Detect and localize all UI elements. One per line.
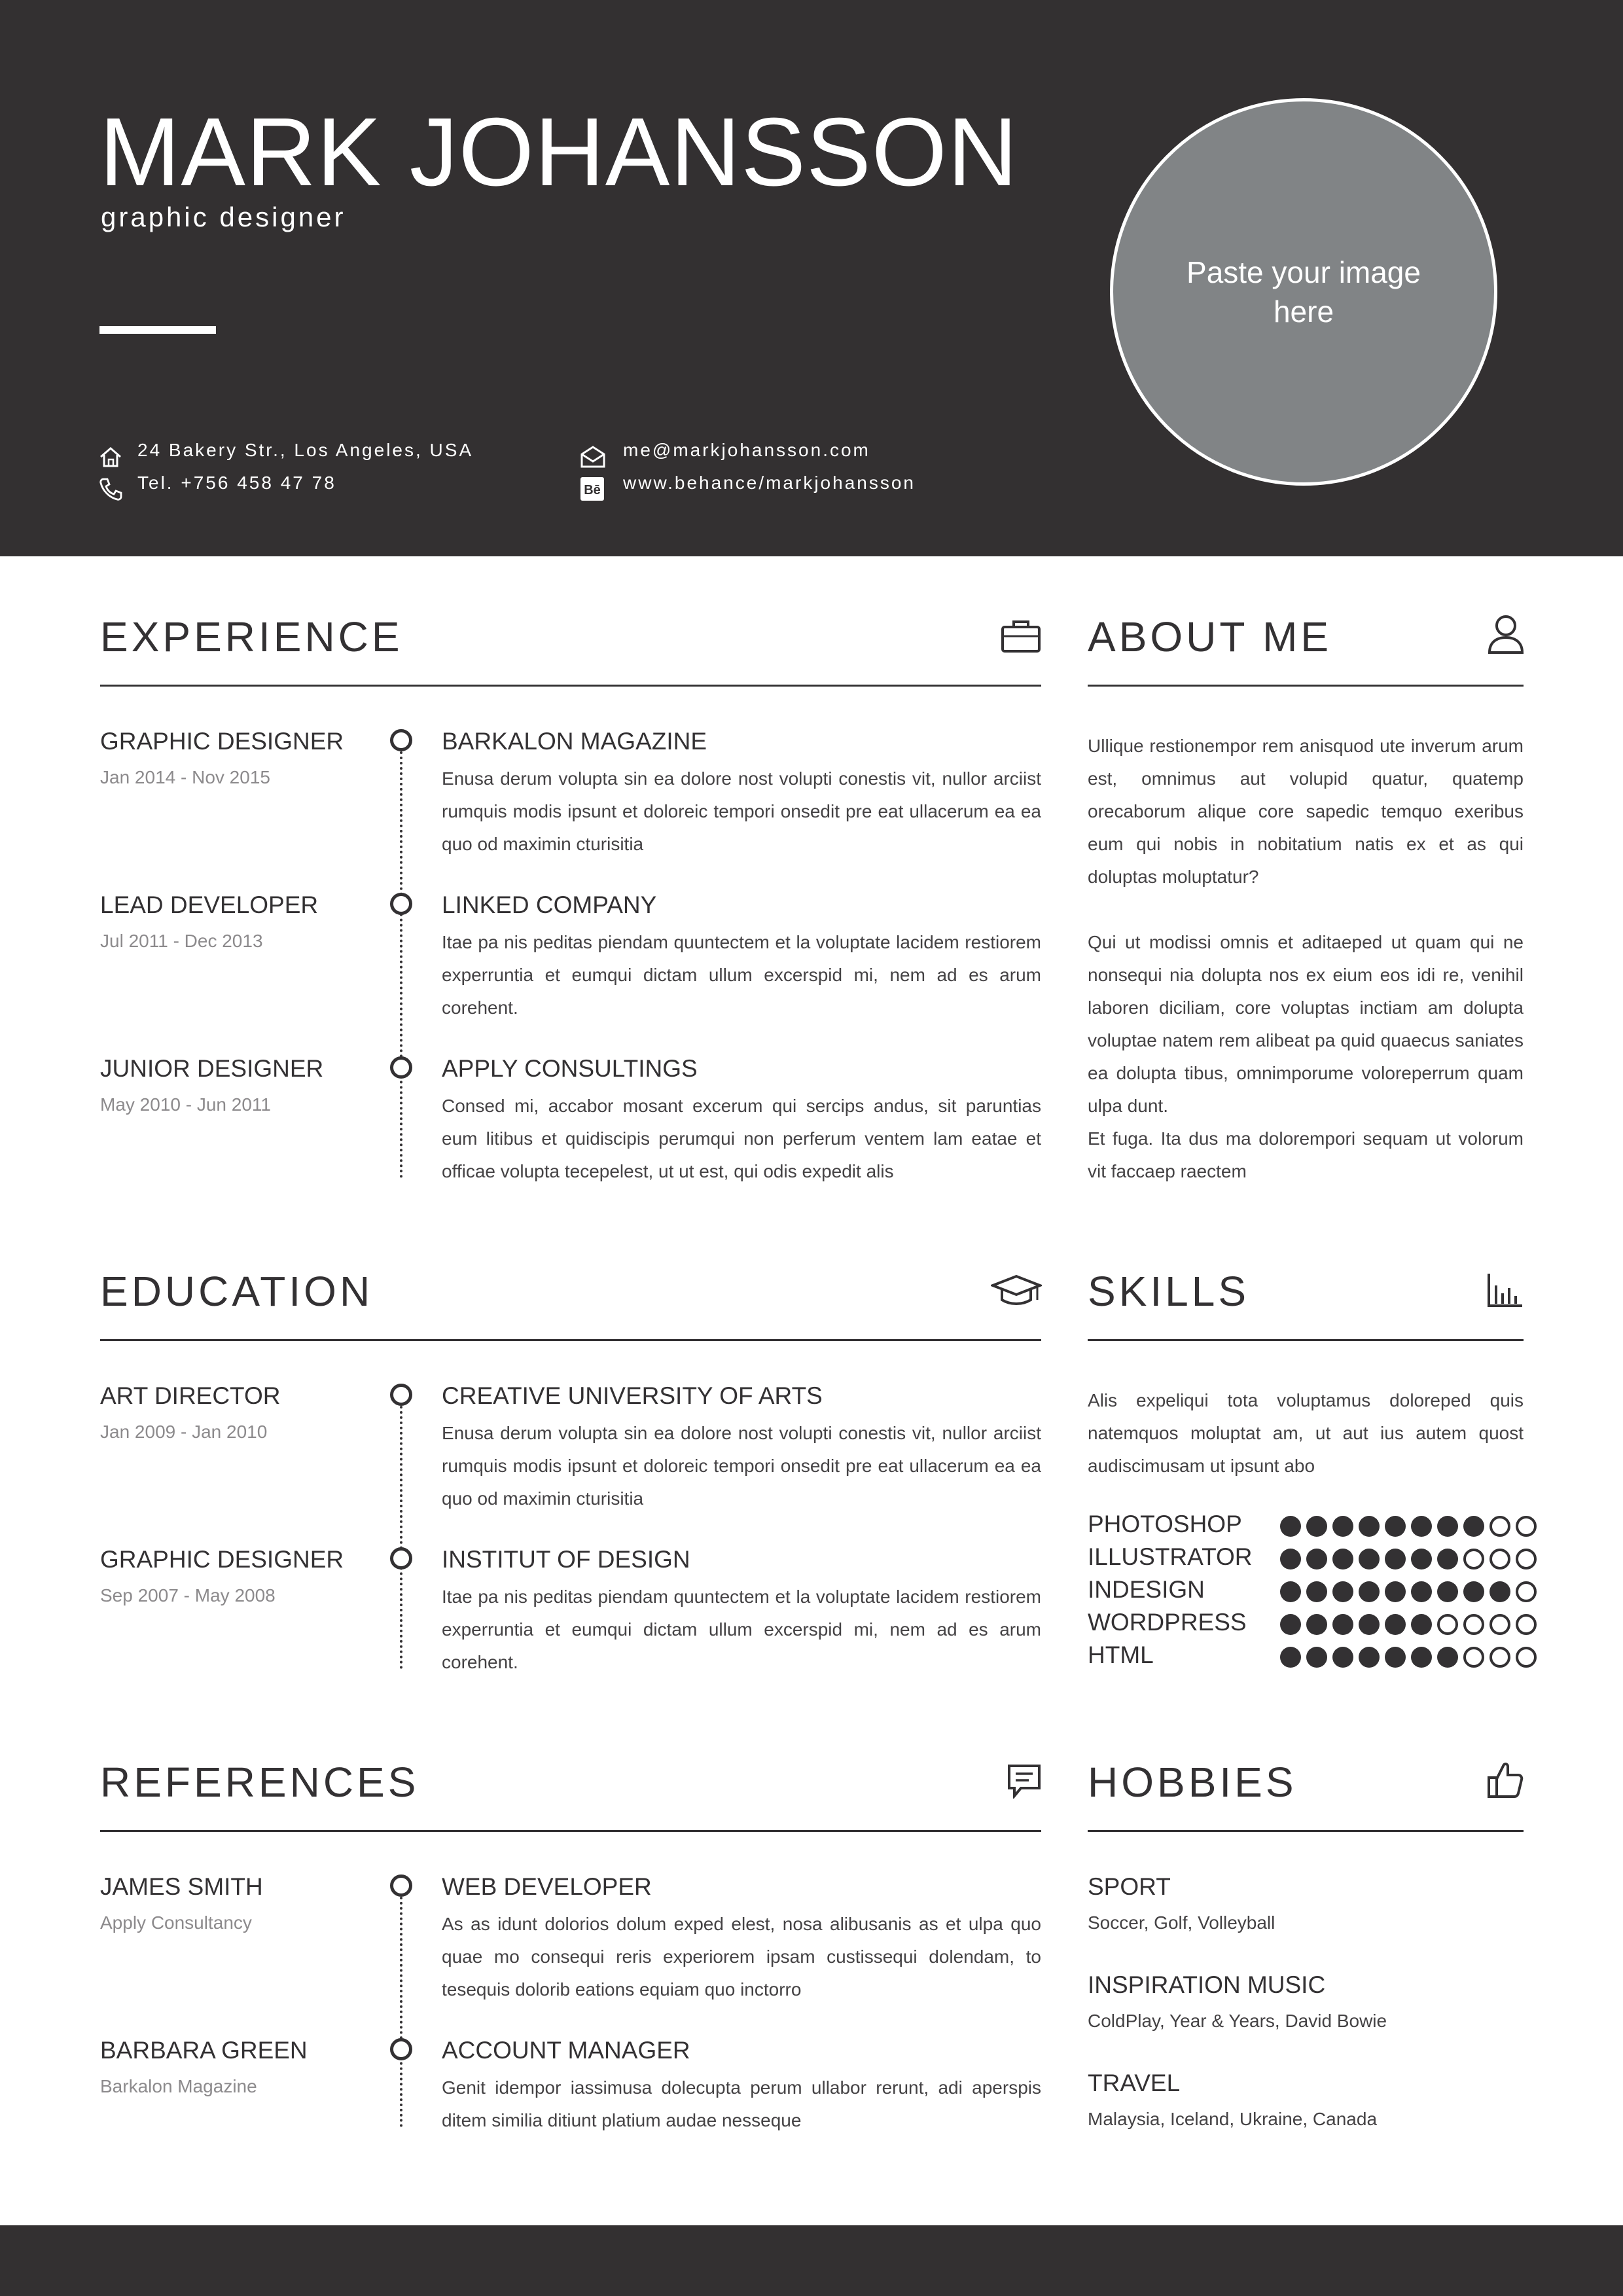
education-dates-1: Jan 2009 - Jan 2010 <box>100 1422 268 1442</box>
education-org-2: INSTITUT OF DESIGN <box>442 1546 690 1573</box>
reference-desc-2: Genit idempor iassimusa dolecupta perum ullabor rerunt, adi aperspis ditem similia ditiunt platium audae nesseque <box>442 2077 1041 2130</box>
rating-dot-filled <box>1437 1581 1458 1602</box>
rating-dot-filled <box>1332 1647 1353 1668</box>
timeline-marker <box>390 1384 412 1406</box>
experience-role-2: LEAD DEVELOPER <box>100 891 319 918</box>
skill-name: INDESIGN <box>1088 1576 1205 1603</box>
rating-dot-filled <box>1437 1647 1458 1668</box>
rating-dot-filled <box>1411 1614 1432 1635</box>
chat-icon <box>1007 1763 1042 1799</box>
rating-dot-filled <box>1463 1516 1484 1537</box>
phone-icon <box>98 476 123 501</box>
rating-dot-filled <box>1359 1647 1380 1668</box>
education-desc-1: Enusa derum volupta sin ea dolore nost volupti conestis vit, nullor arciist rumquis modis ipsunt et doloreic tempori onsedit pre eat ullacerum ea ea quo od maximin cturisitia <box>442 1423 1041 1509</box>
bar-chart-icon <box>1487 1272 1524 1308</box>
about-paragraph-3: Et fuga. Ita dus ma dolorempori sequam ut volorum vit faccaep raectem <box>1088 1128 1524 1181</box>
rating-dot-filled <box>1332 1581 1353 1602</box>
reference-name-2: BARBARA GREEN <box>100 2037 308 2064</box>
rating-dot-filled <box>1411 1516 1432 1537</box>
home-icon <box>98 445 123 469</box>
hobby-desc-2: ColdPlay, Year & Years, David Bowie <box>1088 2011 1387 2031</box>
rating-dot-filled <box>1280 1647 1301 1668</box>
hobbies-divider <box>1088 1830 1524 1832</box>
user-icon <box>1487 614 1525 655</box>
rating-dot-filled <box>1385 1549 1406 1570</box>
experience-desc-2: Itae pa nis peditas piendam quuntectem et la voluptate lacidem restiorem experruntia et eumqui dictam ullum excerspid mi, nem ad es arum corehent. <box>442 932 1041 1018</box>
experience-timeline <box>400 751 402 1178</box>
rating-dot-empty <box>1489 1614 1510 1635</box>
skill-name: ILLUSTRATOR <box>1088 1543 1253 1570</box>
experience-dates-2: Jul 2011 - Dec 2013 <box>100 931 263 951</box>
rating-dot-empty <box>1463 1549 1484 1570</box>
skill-rating <box>1280 1516 1537 1537</box>
rating-dot-filled <box>1280 1516 1301 1537</box>
skill-name: HTML <box>1088 1641 1154 1668</box>
email-link[interactable]: me@markjohansson.com <box>623 440 870 460</box>
timeline-marker <box>390 1056 412 1079</box>
education-org-1: CREATIVE UNIVERSITY OF ARTS <box>442 1382 823 1409</box>
reference-name-1: JAMES SMITH <box>100 1873 263 1900</box>
rating-dot-filled <box>1385 1516 1406 1537</box>
svg-text:Bē: Bē <box>584 483 601 497</box>
phone-text[interactable]: Tel. +756 458 47 78 <box>137 473 336 493</box>
experience-desc-3: Consed mi, accabor mosant excerum qui sercips andus, sit paruntias eum litibus et quidiscipis perumqui non perferum ventem lam eatae et officae volupta tecepelest, ut ut est, qui odis expedit alis <box>442 1096 1041 1181</box>
reference-role-1: WEB DEVELOPER <box>442 1873 652 1900</box>
rating-dot-filled <box>1280 1581 1301 1602</box>
skills-divider <box>1088 1339 1524 1341</box>
rating-dot-empty <box>1489 1516 1510 1537</box>
hobby-title-3: TRAVEL <box>1088 2070 1181 2096</box>
rating-dot-filled <box>1306 1647 1327 1668</box>
rating-dot-filled <box>1280 1614 1301 1635</box>
thumbs-up-icon <box>1487 1761 1524 1799</box>
rating-dot-filled <box>1385 1647 1406 1668</box>
hobby-desc-3: Malaysia, Iceland, Ukraine, Canada <box>1088 2109 1378 2129</box>
experience-org-3: APPLY CONSULTINGS <box>442 1055 698 1082</box>
skill-rating <box>1280 1647 1537 1668</box>
rating-dot-filled <box>1306 1614 1327 1635</box>
rating-dot-filled <box>1280 1549 1301 1570</box>
rating-dot-filled <box>1463 1581 1484 1602</box>
skill-rating <box>1280 1581 1537 1602</box>
rating-dot-filled <box>1437 1549 1458 1570</box>
rating-dot-filled <box>1411 1581 1432 1602</box>
rating-dot-empty <box>1463 1614 1484 1635</box>
rating-dot-empty <box>1516 1581 1537 1602</box>
rating-dot-filled <box>1385 1614 1406 1635</box>
reference-role-2: ACCOUNT MANAGER <box>442 2037 690 2064</box>
hobbies-heading: HOBBIES <box>1088 1759 1297 1806</box>
timeline-marker <box>390 893 412 915</box>
candidate-name: MARK JOHANSSON <box>99 98 1018 206</box>
rating-dot-filled <box>1306 1581 1327 1602</box>
rating-dot-empty <box>1437 1614 1458 1635</box>
skills-heading: SKILLS <box>1088 1268 1250 1315</box>
rating-dot-filled <box>1359 1549 1380 1570</box>
skill-name: WORDPRESS <box>1088 1609 1247 1636</box>
references-heading: REFERENCES <box>100 1759 419 1806</box>
skill-rating <box>1280 1614 1537 1635</box>
header-divider <box>99 326 216 334</box>
rating-dot-filled <box>1411 1549 1432 1570</box>
rating-dot-filled <box>1385 1581 1406 1602</box>
education-role-1: ART DIRECTOR <box>100 1382 281 1409</box>
hobby-title-2: INSPIRATION MUSIC <box>1088 1971 1326 1998</box>
skill-name: PHOTOSHOP <box>1088 1511 1242 1537</box>
rating-dot-empty <box>1489 1549 1510 1570</box>
rating-dot-filled <box>1359 1516 1380 1537</box>
references-divider <box>100 1830 1041 1832</box>
candidate-role: graphic designer <box>101 202 346 232</box>
graduation-cap-icon <box>991 1274 1042 1309</box>
experience-org-2: LINKED COMPANY <box>442 891 657 918</box>
experience-divider <box>100 685 1041 687</box>
rating-dot-filled <box>1332 1516 1353 1537</box>
rating-dot-filled <box>1306 1516 1327 1537</box>
hobby-title-1: SPORT <box>1088 1873 1171 1900</box>
briefcase-icon <box>1001 618 1041 653</box>
about-paragraph-2: Qui ut modissi omnis et aditaeped ut quam qui ne nonsequi nia dolupta nos ex eium eos idi re, venihil laboren diciliam, core voluptas inctiam am dolupta voluptae natem rem alibeat pa quid quaecus saniates ea dolupta tibus, omnimporume voloreperrum quam ulpa dunt. <box>1088 932 1524 1116</box>
education-heading: EDUCATION <box>100 1268 374 1315</box>
rating-dot-empty <box>1463 1647 1484 1668</box>
experience-org-1: BARKALON MAGAZINE <box>442 728 707 755</box>
rating-dot-filled <box>1332 1549 1353 1570</box>
mail-icon <box>580 445 606 469</box>
rating-dot-filled <box>1359 1614 1380 1635</box>
experience-role-3: JUNIOR DESIGNER <box>100 1055 324 1082</box>
about-paragraph-1: Ullique restionempor rem anisquod ute inverum arum est, omnimus aut volupid quatur, quatemp orecaborum alique core sapedic temquo exeribus eum qui nobis in nobitatium natis ex et as qui doluptas moluptatur? <box>1088 736 1524 887</box>
hobby-desc-1: Soccer, Golf, Volleyball <box>1088 1912 1275 1933</box>
experience-role-1: GRAPHIC DESIGNER <box>100 728 344 755</box>
rating-dot-filled <box>1359 1581 1380 1602</box>
reference-desc-1: As as idunt dolorios dolum exped elest, nosa alibusanis as et ulpa quo quae mo consequi reris experiorem ipsam custissequi dolendam, to tesequis dolorib eations equiam quo inctorro <box>442 1914 1041 2000</box>
education-dates-2: Sep 2007 - May 2008 <box>100 1585 276 1605</box>
address-text: 24 Bakery Str., Los Angeles, USA <box>137 440 474 460</box>
behance-icon <box>580 476 605 501</box>
rating-dot-filled <box>1332 1614 1353 1635</box>
skills-intro: Alis expeliqui tota voluptamus doloreped quis natemquos moluptat am, ut aut ius autem quost audiscimusam ut ipsunt abo <box>1088 1390 1524 1476</box>
timeline-marker <box>390 729 412 751</box>
about-divider <box>1088 685 1524 687</box>
references-timeline <box>400 1897 402 2127</box>
education-role-2: GRAPHIC DESIGNER <box>100 1546 344 1573</box>
education-timeline <box>400 1406 402 1669</box>
rating-dot-empty <box>1516 1549 1537 1570</box>
timeline-marker <box>390 1874 412 1897</box>
rating-dot-empty <box>1516 1647 1537 1668</box>
education-divider <box>100 1339 1041 1341</box>
website-link[interactable]: www.behance/markjohansson <box>623 473 916 493</box>
rating-dot-empty <box>1516 1614 1537 1635</box>
experience-dates-1: Jan 2014 - Nov 2015 <box>100 767 270 787</box>
experience-dates-3: May 2010 - Jun 2011 <box>100 1094 271 1115</box>
skill-rating <box>1280 1549 1537 1570</box>
about-heading: ABOUT ME <box>1088 613 1332 660</box>
timeline-marker <box>390 2038 412 2060</box>
rating-dot-empty <box>1489 1647 1510 1668</box>
education-desc-2: Itae pa nis peditas piendam quuntectem et la voluptate lacidem restiorem experruntia et eumqui dictam ullum excerspid mi, nem ad es arum corehent. <box>442 1587 1041 1672</box>
rating-dot-filled <box>1489 1581 1510 1602</box>
reference-company-2: Barkalon Magazine <box>100 2076 257 2096</box>
rating-dot-filled <box>1437 1516 1458 1537</box>
rating-dot-filled <box>1411 1647 1432 1668</box>
profile-photo-placeholder[interactable] <box>1110 98 1497 486</box>
reference-company-1: Apply Consultancy <box>100 1912 252 1933</box>
footer-bar <box>0 2225 1623 2296</box>
rating-dot-empty <box>1516 1516 1537 1537</box>
photo-placeholder-text: Paste your image here <box>1186 255 1421 329</box>
experience-desc-1: Enusa derum volupta sin ea dolore nost volupti conestis vit, nullor arciist rumquis modis ipsunt et doloreic tempori onsedit pre eat ullacerum ea ea quo od maximin cturisitia <box>442 768 1041 854</box>
rating-dot-filled <box>1306 1549 1327 1570</box>
header-banner <box>0 0 1623 556</box>
experience-heading: EXPERIENCE <box>100 613 403 660</box>
timeline-marker <box>390 1547 412 1570</box>
